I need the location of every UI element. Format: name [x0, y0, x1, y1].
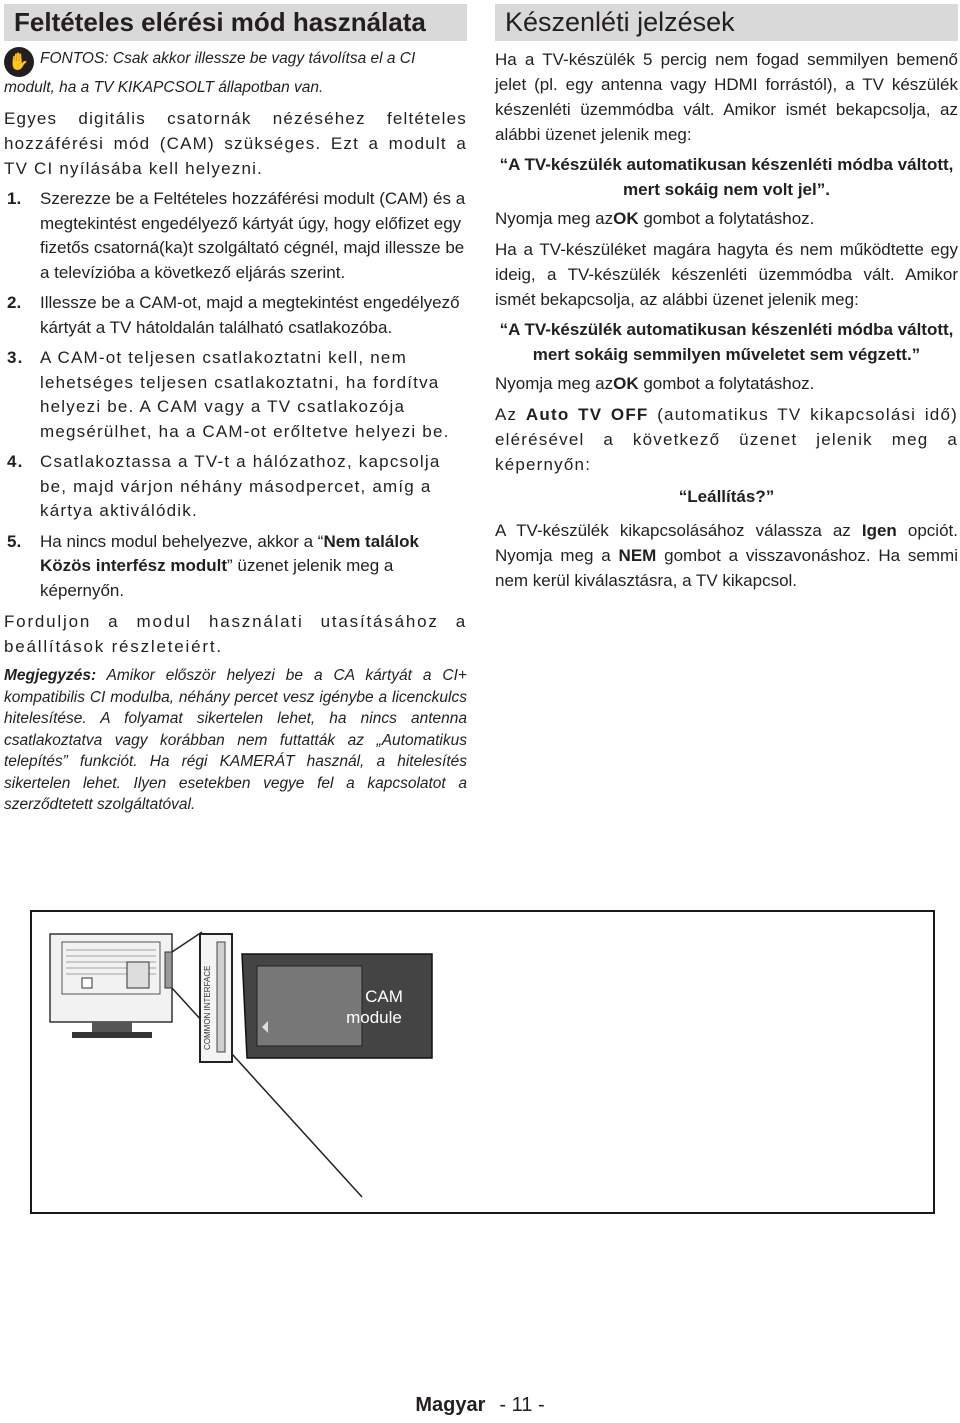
auto-post: (automatikus TV kikapcsolási idő) elérésével a következő üzenet jelenik meg a képernyőn:	[495, 405, 958, 474]
p4-mid: opciót. Nyomja meg a	[495, 520, 958, 565]
shutdown-message: “Leállítás?”	[678, 487, 775, 506]
ok-key: OK	[613, 374, 639, 393]
refer-paragraph: Forduljon a modul használati utasításához a beállítások részleteiért.	[4, 612, 467, 656]
list-item	[4, 291, 467, 340]
common-interface-label: COMMON INTERFACE	[203, 965, 212, 1050]
standby-paragraph-1: Ha a TV-készülék 5 percig nem fogad semmilyen bemenő jelet (pl. egy antenna vagy HDMI forrástól), a TV készülék készenléti üzemmódba vált. Amikor ismét bekapcsolja, az alábbi üzenet jelenik meg:	[495, 50, 958, 144]
list-item	[4, 450, 467, 524]
list-text-post: ” üzenet jelenik meg a képernyőn.	[40, 556, 394, 600]
list-text: A CAM-ot teljesen csatlakoztatni kell, nem lehetséges teljesen csatlakoztatni, ha fordítva helyezi be. A CAM vagy a TV csatlakozója megsérülhet, ha a CAM-ot erőltetve helyezi be.	[40, 348, 450, 441]
page-footer	[0, 1394, 960, 1417]
note-paragraph	[4, 665, 467, 816]
tv-back-icon	[50, 934, 172, 1038]
p4-post: gombot a visszavonáshoz. Ha semmi nem kerül kiválasztásra, a TV kikapcsol.	[495, 545, 958, 590]
shutdown-paragraph	[495, 518, 958, 593]
list-text-pre: Ha nincs modul behelyezve, akkor a “	[40, 531, 324, 551]
intro-paragraph: Egyes digitális csatornák nézéséhez feltételes hozzáférési mód (CAM) szükséges. Ezt a modult a TV CI nyílásába kell helyezni.	[4, 109, 467, 178]
list-number: 4.	[7, 452, 24, 471]
ok-pre: Nyomja meg az	[495, 209, 614, 228]
right-column	[495, 4, 958, 599]
list-item	[4, 530, 467, 604]
note-label: Megjegyzés:	[4, 667, 97, 684]
left-column	[4, 4, 467, 816]
ok-instruction-2	[495, 371, 958, 396]
list-item	[4, 346, 467, 444]
ok-post: gombot a folytatáshoz.	[638, 209, 815, 228]
cam-illustration	[32, 912, 933, 1212]
list-number: 2.	[7, 293, 22, 312]
list-item	[4, 187, 467, 285]
footer-language: Magyar	[415, 1394, 486, 1416]
ok-instruction-1	[495, 206, 958, 231]
ok-pre: Nyomja meg az	[495, 374, 614, 393]
list-text: Szerezze be a Feltételes hozzáférési modult (CAM) és a megtekintést engedélyező kártyát úgy, hogy előfizet egy fizetős csatorná(ka)t szolgáltató cégnél, majd illessze be a televízióba a következő eljárás szerint.	[40, 189, 466, 282]
standby-message-1: “A TV-készülék automatikusan készenléti módba váltott, mert sokáig nem volt jel”.	[499, 155, 954, 199]
hand-warning-icon: ✋	[4, 47, 34, 77]
ci-slot-icon	[200, 934, 232, 1062]
section-title-ci: Feltételes elérési mód használata	[4, 4, 467, 41]
auto-tv-off-paragraph	[495, 402, 958, 477]
no-label: NEM	[618, 545, 657, 565]
footer-page-number: - 11 -	[499, 1394, 545, 1416]
important-notice	[4, 47, 467, 98]
list-text: Illessze be a CAM-ot, majd a megtekintést engedélyező kártyát a TV hátoldalán található csatlakozóba.	[40, 293, 460, 337]
section-title-standby: Készenléti jelzések	[495, 4, 958, 41]
cam-module-icon	[242, 954, 432, 1058]
note-text: Amikor először helyezi be a CA kártyát a CI+ kompatibilis CI modulba, néhány percet vesz igénybe a licenckulcs hitelesítése. A folyamat sikertelen lehet, ha nincs antenna csatlakoztatva vagy korábban nem futtatták az „Automatikus telepítés” funkciót. Ha régi KAMERÁT használ, a hitelesítés sikertelen lehet. Ilyen esetekben vegye fel a kapcsolatot a szerződtetett szolgáltatóval.	[4, 667, 467, 813]
list-text: Csatlakoztassa a TV-t a hálózathoz, kapcsolja be, majd várjon néhány másodpercet, amíg a kártya aktiválódik.	[40, 452, 441, 520]
yes-label: Igen	[861, 520, 897, 540]
auto-pre: Az	[495, 405, 526, 424]
cam-insertion-figure	[30, 910, 935, 1214]
list-number: 1.	[7, 189, 22, 208]
list-number: 3.	[7, 348, 24, 367]
standby-paragraph-2: Ha a TV-készüléket magára hagyta és nem működtette egy ideig, a TV-készülék készenléti üzemmódba vált. Amikor ismét bekapcsolja, az alábbi üzenet jelenik meg:	[495, 240, 958, 309]
important-text: FONTOS: Csak akkor illessze be vagy távolítsa el a CI modult, ha a TV KIKAPCSOLT állapotban van.	[4, 50, 416, 96]
cam-label-2: module	[346, 1008, 402, 1027]
ok-post: gombot a folytatáshoz.	[638, 374, 815, 393]
list-number: 5.	[7, 531, 22, 551]
p4-pre: A TV-készülék kikapcsolásához válassza az	[495, 520, 862, 540]
auto-tv-off-label: Auto TV OFF	[525, 405, 649, 424]
list-text-bold: Nem találok Közös interfész modult	[40, 531, 419, 575]
ok-key: OK	[613, 209, 639, 228]
cam-label-1: CAM	[365, 987, 403, 1006]
standby-message-2: “A TV-készülék automatikusan készenléti módba váltott, mert sokáig semmilyen műveletet sem végzett.”	[499, 320, 954, 364]
